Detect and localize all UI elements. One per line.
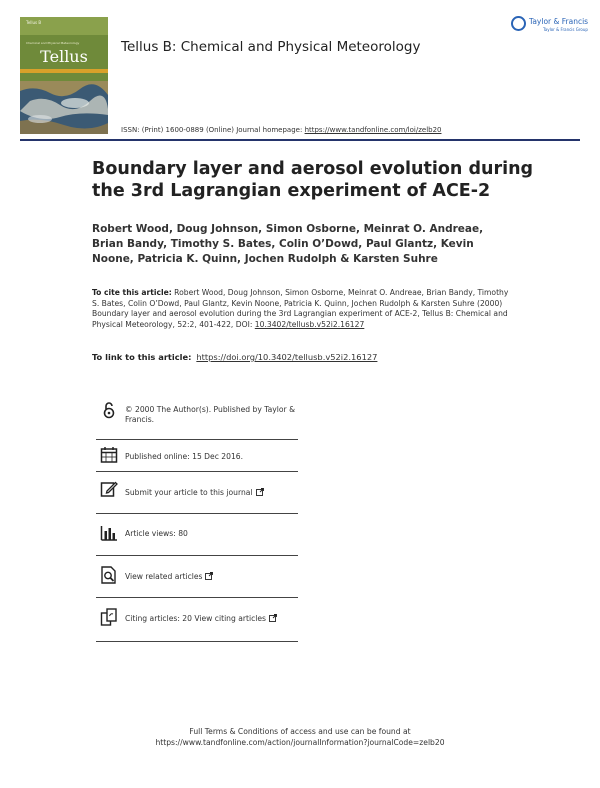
cover-satellite-image — [20, 81, 108, 134]
open-access-icon — [100, 401, 118, 419]
calendar-icon — [100, 446, 118, 464]
related-articles-text: View related articles — [125, 572, 203, 581]
footer-terms-text: Full Terms & Conditions of access and use can be found at — [189, 727, 411, 736]
related-articles-link[interactable] — [125, 572, 297, 582]
issn-line — [121, 126, 441, 134]
publisher-logo-icon — [511, 16, 526, 31]
submit-article-link[interactable] — [125, 488, 297, 498]
citing-articles-text: Citing articles: 20 View citing articles — [125, 614, 266, 623]
external-link-icon — [256, 488, 264, 496]
license-text: © 2000 The Author(s). Published by Taylor & Francis. — [125, 405, 296, 424]
cover-journal-logo: Tellus — [40, 47, 88, 66]
publisher-tagline: Taylor & Francis Group — [543, 27, 588, 32]
header-divider — [20, 139, 580, 141]
info-item-views — [96, 514, 298, 556]
journal-title: Tellus B: Chemical and Physical Meteorology — [121, 39, 421, 55]
article-link-label: To link to this article: — [92, 352, 195, 362]
edit-icon — [100, 480, 118, 498]
external-link-icon — [205, 572, 213, 580]
footer — [0, 726, 600, 748]
article-authors: Robert Wood, Doug Johnson, Simon Osborne, Meinrat O. Andreae, Brian Bandy, Timothy S. Bates, Colin O’Dowd, Paul Glantz, Kevin Noone, Patricia K. Quinn, Jochen Rudolph & Karsten Suhre — [92, 223, 484, 265]
issn-text: ISSN: (Print) 1600-0889 (Online) Journal homepage: — [121, 126, 305, 134]
info-item-citing[interactable] — [96, 598, 298, 642]
article-info-list — [96, 393, 298, 642]
journal-homepage-link[interactable]: https://www.tandfonline.com/loi/zelb20 — [304, 126, 442, 134]
article-doi-link[interactable]: https://doi.org/10.3402/tellusb.v52i2.16127 — [196, 352, 378, 362]
info-item-published — [96, 440, 298, 472]
citation-doi-link[interactable]: 10.3402/tellusb.v52i2.16127 — [254, 319, 365, 329]
article-views-text: Article views: 80 — [125, 529, 188, 538]
cover-publisher: Tellus B — [26, 20, 42, 25]
article-link-line — [92, 352, 512, 362]
citation-text: Robert Wood, Doug Johnson, Simon Osborne, Meinrat O. Andreae, Brian Bandy, Timothy S. Bates, Colin O’Dowd, Paul Glantz, Kevin Noone, Patricia K. Quinn, Jochen Rudolph & Karsten Suhre (2000) Boundary layer and aerosol evolution during the 3rd Lagrangian experiment of ACE-2, Tellus B: Chemical and Physical Meteorology, 52:2, 401-422, DOI: — [92, 288, 509, 329]
search-doc-icon — [100, 566, 118, 584]
info-item-license — [96, 393, 298, 440]
external-link-icon — [269, 614, 277, 622]
citing-icon — [100, 608, 118, 626]
article-title: Boundary layer and aerosol evolution during the 3rd Lagrangian experiment of ACE-2 — [92, 159, 534, 201]
publisher-logo[interactable] — [511, 14, 589, 42]
info-item-submit[interactable] — [96, 472, 298, 514]
cover-subtitle: Chemical and Physical Meteorology — [26, 41, 80, 45]
journal-cover — [20, 17, 108, 134]
cover-accent-band — [20, 69, 108, 73]
publisher-name: Taylor & Francis — [529, 17, 589, 26]
submit-article-text: Submit your article to this journal — [125, 488, 253, 497]
citation-block — [92, 288, 512, 330]
cover-header-band — [20, 17, 108, 35]
citing-articles-link[interactable] — [125, 614, 297, 624]
info-item-related[interactable] — [96, 556, 298, 598]
bar-chart-icon — [100, 524, 118, 542]
footer-terms-link[interactable]: https://www.tandfonline.com/action/journalInformation?journalCode=zelb20 — [155, 738, 445, 747]
citation-label: To cite this article: — [92, 288, 172, 297]
published-text: Published online: 15 Dec 2016. — [125, 452, 244, 461]
